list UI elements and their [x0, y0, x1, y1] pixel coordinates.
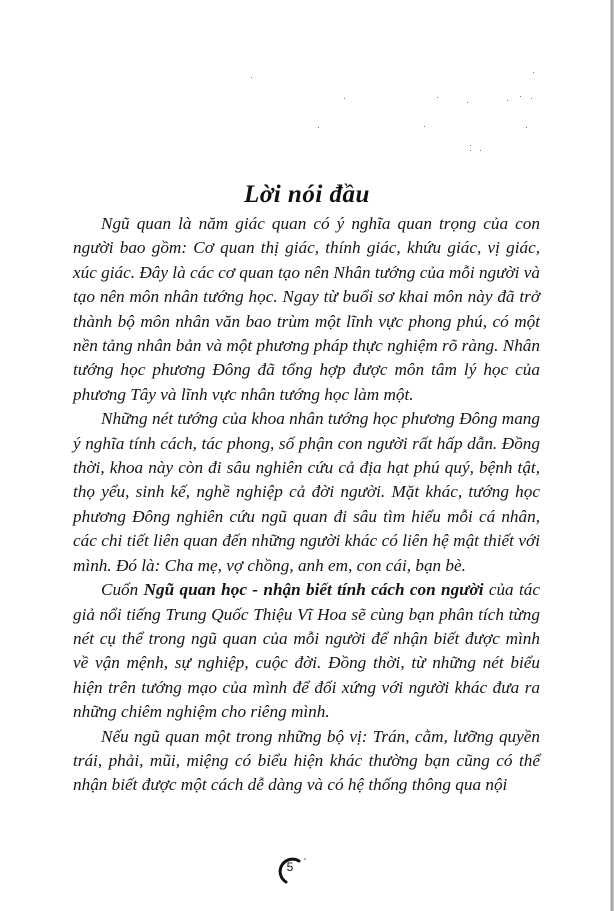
page-number-text: 5 — [286, 860, 294, 874]
paragraph-3 — [73, 578, 540, 724]
scan-speck — [424, 126, 425, 127]
scan-speck — [507, 100, 508, 101]
page-edge — [610, 0, 614, 911]
scan-speck — [533, 72, 534, 73]
scan-speck — [480, 150, 481, 151]
paragraph-2: Những nét tướng của khoa nhân tướng học phương Đông mang ý nghĩa tính cách, tác phong, số phận con người rất hấp dẫn. Đồng thời, khoa này còn đi sâu nghiên cứu cả địa hạt phú quý, bệnh tật, thọ yểu, sinh kế, nghề nghiệp cả đời người. Mặt khác, tướng học phương Đông nghiên cứu ngũ quan đi sâu tìm hiểu mỗi cá nhân, các chi tiết liên quan đến những người khác có liên hệ mật thiết với mình. Đó là: Cha mẹ, vợ chồng, anh em, con cái, bạn bè. — [73, 409, 540, 575]
scan-speck — [437, 97, 438, 98]
scan-speck — [531, 98, 532, 99]
preface-body — [73, 212, 540, 798]
scan-speck — [520, 96, 521, 97]
paragraph-3-prefix: Cuốn — [101, 580, 144, 600]
scan-speck — [470, 145, 471, 146]
scan-speck — [251, 77, 252, 78]
paragraph-1: Ngũ quan là năm giác quan có ý nghĩa quan trọng của con người bao gồm: Cơ quan thị giác, thính giác, khứu giác, vị giác, xúc giác. Đây là các cơ quan tạo nên Nhân tướng của mỗi người và tạo nên môn nhân tướng học. Ngay từ buổi sơ khai môn này đã trở thành bộ môn nhân văn bao trùm một lĩnh vực phong phú, có một nền tảng nhân bản và một phương pháp thực nghiệm rõ ràng. Nhân tướng học phương Đông đã tổng hợp được môn tâm lý học của phương Tây và lĩnh vực nhân tướng học làm một. — [73, 214, 540, 404]
book-title: Ngũ quan học - nhận biết tính cách con người — [143, 580, 484, 600]
page-title: Lời nói đầu — [244, 180, 370, 208]
scan-speck — [470, 150, 471, 151]
paragraph-3-suffix: của tác giả nổi tiếng Trung Quốc Thiệu Vĩ Hoa sẽ cùng bạn phân tích từng nét cụ thể trong ngũ quan của mỗi người để nhận biết được mình về vận mệnh, sự nghiệp, cuộc đời. Đồng thời, từ những nét biểu hiện trên tướng mạo của mình để đối xứng với người khác đưa ra những chiêm nghiệm cho riêng mình. — [73, 580, 540, 722]
scan-speck — [467, 102, 468, 103]
paragraph-4: Nếu ngũ quan một trong những bộ vị: Trán, cằm, lưỡng quyền trái, phải, mũi, miệng có biểu hiện khác thường bạn cũng có thể nhận biết được một cách dễ dàng và có hệ thống thông qua nội — [73, 726, 540, 795]
page-number — [273, 852, 307, 886]
scan-speck — [344, 98, 345, 99]
scan-speck — [318, 127, 319, 128]
scan-speck — [526, 127, 527, 128]
